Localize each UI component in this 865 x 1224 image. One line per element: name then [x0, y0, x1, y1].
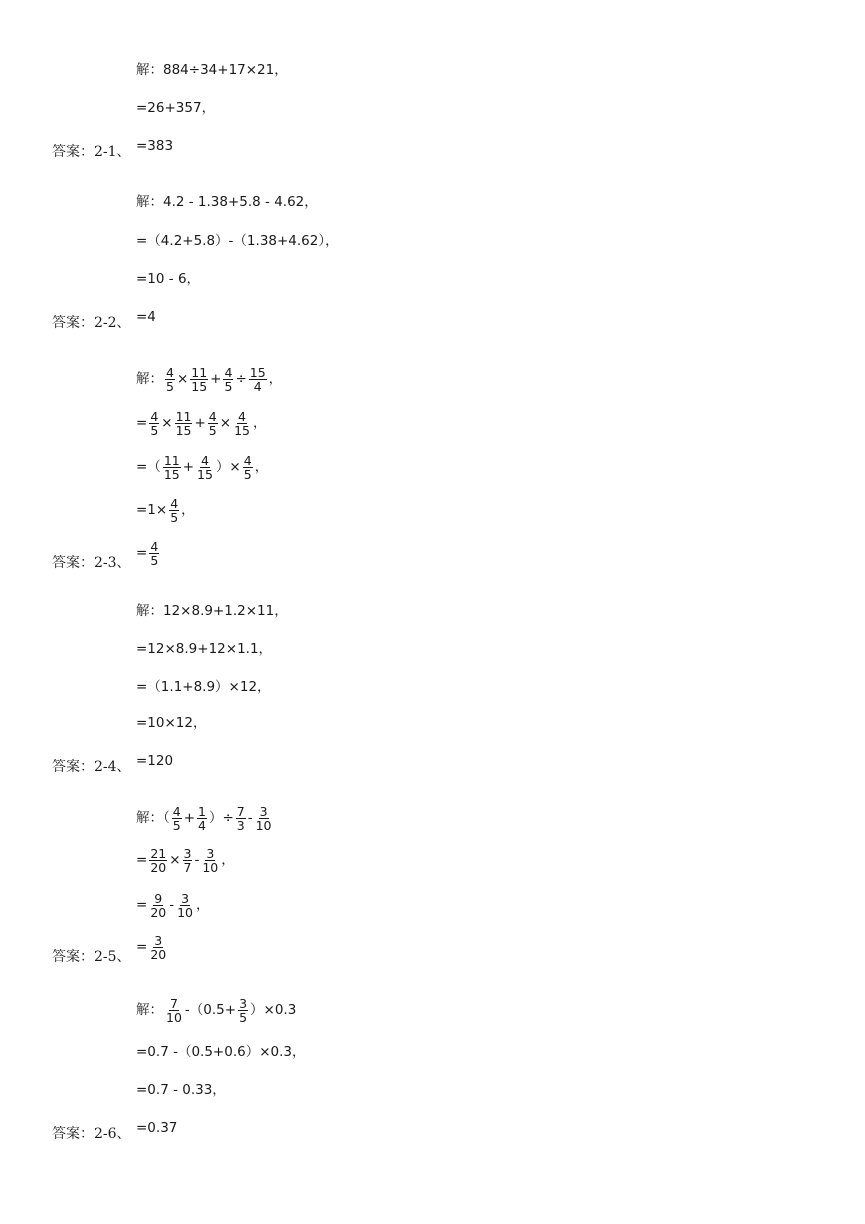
fraction: $\frac{4}{5}$ — [243, 453, 252, 483]
solution-line: 解：4.2 - 1.38+5.8 - 4.62， — [136, 194, 318, 210]
fraction: $\frac{11}{15}$ — [191, 365, 208, 395]
solution-line: 解： $\frac{4}{5}$ × $\frac{11}{15}$ + $\frac{4}{5}$ ÷ $\frac{15}{4}$ ， — [136, 365, 283, 395]
fraction: $\frac{4}{5}$ — [208, 409, 217, 439]
answer-label: 答案：2-4、 — [52, 759, 131, 775]
answer-label: 答案：2-5、 — [52, 949, 131, 965]
fraction: $\frac{15}{4}$ — [249, 365, 266, 395]
solution-line: =0.7 - 0.33， — [136, 1082, 226, 1098]
fraction: $\frac{11}{15}$ — [163, 453, 180, 483]
solution-line: 解：12×8.9+1.2×11， — [136, 603, 288, 619]
answer-label: 答案：2-3、 — [52, 555, 131, 571]
answer-value: = $\frac{4}{5}$ — [136, 539, 159, 569]
fraction: $\frac{7}{3}$ — [236, 804, 245, 834]
fraction: $\frac{3}{7}$ — [183, 846, 192, 876]
fraction: $\frac{21}{20}$ — [150, 846, 167, 876]
fraction: $\frac{4}{5}$ — [150, 539, 159, 569]
solution-line: 解：（ $\frac{4}{5}$ + $\frac{1}{4}$ ）÷ $\frac{7}{3}$ - $\frac{3}{10}$ — [136, 804, 272, 834]
fraction: $\frac{1}{4}$ — [198, 804, 206, 834]
fraction: $\frac{4}{5}$ — [172, 804, 181, 834]
solution-line: =26+357， — [136, 100, 216, 116]
solution-line: = $\frac{21}{20}$ × $\frac{3}{7}$ - $\frac{3}{10}$ ， — [136, 846, 235, 876]
fraction: $\frac{3}{10}$ — [202, 846, 219, 876]
fraction: $\frac{4}{5}$ — [224, 365, 233, 395]
fraction: $\frac{3}{10}$ — [255, 804, 272, 834]
fraction: $\frac{4}{15}$ — [234, 409, 250, 439]
fraction: $\frac{7}{10}$ — [166, 996, 182, 1026]
fraction: $\frac{3}{20}$ — [150, 933, 167, 963]
answer-label: 答案：2-6、 — [52, 1126, 131, 1142]
fraction: $\frac{4}{5}$ — [150, 409, 159, 439]
solution-line: 解：884÷34+17×21， — [136, 62, 288, 78]
solution-line: =10 - 6， — [136, 271, 201, 287]
fraction: $\frac{4}{5}$ — [166, 365, 174, 395]
fraction: $\frac{11}{15}$ — [175, 409, 192, 439]
answer-label: 答案：2-2、 — [52, 315, 131, 331]
answer-value: = $\frac{3}{20}$ — [136, 933, 167, 963]
solution-line: =10×12， — [136, 715, 207, 731]
solution-line: =1× $\frac{4}{5}$ ， — [136, 496, 195, 526]
fraction: $\frac{4}{5}$ — [170, 496, 179, 526]
fraction: $\frac{3}{10}$ — [177, 891, 193, 921]
fraction: $\frac{9}{20}$ — [150, 891, 167, 921]
answer-value: =383 — [136, 138, 174, 154]
solution-line: =12×8.9+12×1.1， — [136, 641, 273, 657]
solution-line: = $\frac{9}{20}$ - $\frac{3}{10}$ ， — [136, 891, 210, 921]
fraction: $\frac{4}{15}$ — [197, 453, 213, 483]
solution-line: = $\frac{4}{5}$ × $\frac{11}{15}$ + $\frac{4}{5}$ × $\frac{4}{15}$ ， — [136, 409, 267, 439]
solution-line: 解： $\frac{7}{10}$ -（0.5+ $\frac{3}{5}$ ）×0.3 — [136, 996, 297, 1026]
answer-value: =0.37 — [136, 1120, 178, 1136]
fraction: $\frac{3}{5}$ — [239, 996, 248, 1026]
solution-line: =（1.1+8.9）×12， — [136, 679, 271, 695]
solution-line: =（4.2+5.8）-（1.38+4.62）， — [136, 233, 339, 249]
solution-line: =（ $\frac{11}{15}$ + $\frac{4}{15}$ ）× $\frac{4}{5}$ ， — [136, 453, 269, 483]
answer-value: =120 — [136, 753, 174, 769]
answer-label: 答案：2-1、 — [52, 144, 131, 160]
answer-value: =4 — [136, 309, 156, 325]
solution-line: =0.7 -（0.5+0.6）×0.3， — [136, 1044, 306, 1060]
